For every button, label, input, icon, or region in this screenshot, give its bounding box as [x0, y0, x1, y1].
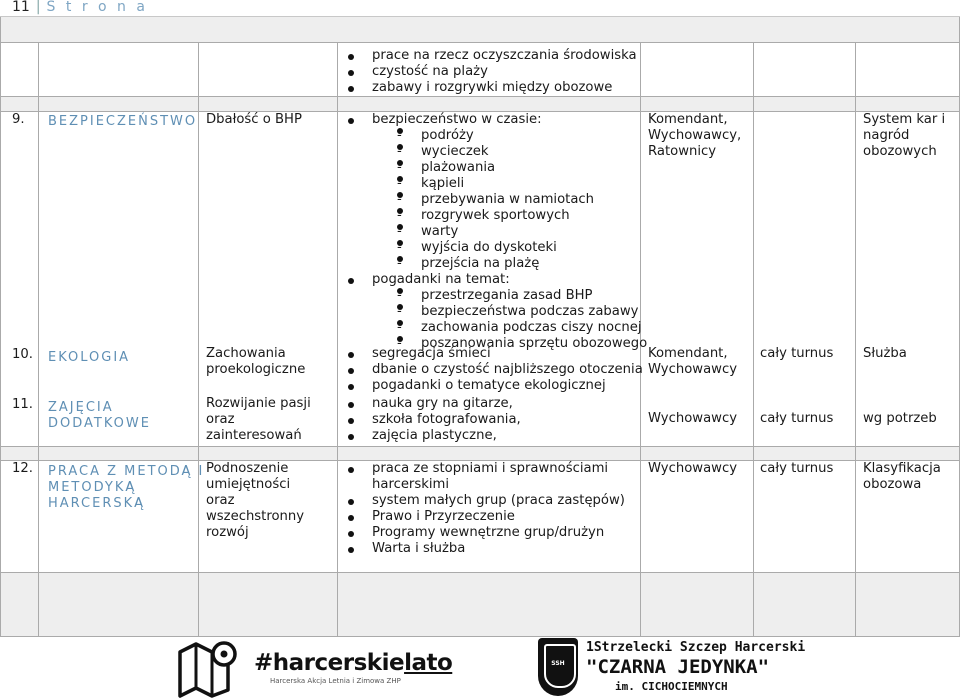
row-responsible: [648, 112, 741, 160]
sub-item: - warty: [397, 224, 647, 240]
row-time: cały turnus: [760, 346, 834, 361]
grid-line: [0, 446, 960, 447]
row-number: 12.: [12, 461, 33, 476]
row-title: BEZPIECZEŃSTWO: [48, 114, 198, 129]
hashtag-text-accent: lato: [404, 650, 453, 676]
grid-line: [855, 42, 856, 636]
list-item: segregacja śmieci: [347, 346, 643, 362]
row-title: EKOLOGIA: [48, 350, 131, 365]
row-evaluation: [863, 112, 945, 160]
row-responsible: Wychowawcy: [648, 461, 737, 476]
list-item: Prawo i Przyrzeczenie: [347, 509, 625, 525]
row-evaluation: Służba: [863, 346, 907, 361]
responsible-line: Wychowawcy,: [648, 128, 742, 143]
row-methods: [347, 346, 643, 394]
grid-line: [0, 17, 1, 636]
grid-line: [0, 572, 960, 573]
row-goal: Dbałość o BHP: [206, 112, 302, 127]
table-spacer-top: [0, 17, 960, 42]
row-methods: [347, 461, 625, 557]
sub-item: - przejścia na plażę: [397, 256, 647, 272]
list-item: dbanie o czystość najbliższego otoczenia: [347, 362, 643, 378]
responsible-line: Komendant,: [648, 346, 728, 361]
goal-line: oraz: [206, 412, 235, 427]
sub-item: - plażowania: [397, 160, 647, 176]
org-name: 1Strzelecki Szczep Harcerski: [586, 640, 806, 655]
row-responsible: Wychowawcy: [648, 411, 737, 426]
org-title: "CZARNA JEDYNKA": [586, 656, 770, 678]
list-item: system małych grup (praca zastępów): [347, 493, 625, 509]
list-item: prace na rzecz oczyszczania środowiska: [347, 48, 637, 64]
list-item: pogadanki o tematyce ekologicznej: [347, 378, 643, 394]
sub-item: - zachowania podczas ciszy nocnej: [397, 320, 647, 336]
grid-line: [0, 42, 960, 43]
grid-line: [198, 42, 199, 636]
sub-item: - rozgrywek sportowych: [397, 208, 647, 224]
list-item: [347, 112, 647, 272]
org-patron: im. CICHOCIEMNYCH: [615, 680, 728, 693]
responsible-line: Wychowawcy: [648, 362, 737, 377]
grid-line: [38, 42, 39, 636]
title-line: PRACA Z METODĄ I: [48, 464, 205, 479]
method-label: bezpieczeństwo w czasie:: [372, 112, 542, 127]
responsible-line: Ratownicy: [648, 144, 717, 159]
responsible-line: Komendant,: [648, 112, 728, 127]
sub-item: - wycieczek: [397, 144, 647, 160]
list-item: Warta i służba: [347, 541, 625, 557]
row-number: 10.: [12, 347, 33, 362]
row-time: cały turnus: [760, 411, 834, 426]
goal-line: Zachowania: [206, 346, 286, 361]
evaluation-line: obozowych: [863, 144, 937, 159]
goal-line: zainteresowań: [206, 428, 302, 443]
goal-line: Rozwijanie pasji: [206, 396, 311, 411]
evaluation-line: obozowa: [863, 477, 922, 492]
title-line: METODYKĄ: [48, 480, 137, 495]
list-item: [347, 461, 625, 493]
goal-line: wszechstronny: [206, 509, 305, 524]
list-item: czystość na plaży: [347, 64, 637, 80]
goal-line: rozwój: [206, 525, 249, 540]
map-icon: [176, 638, 240, 698]
row-responsible: [648, 346, 737, 378]
troop-badge: [538, 638, 578, 696]
list-item: Programy wewnętrzne grup/drużyn: [347, 525, 625, 541]
title-line: ZAJĘCIA: [48, 400, 114, 415]
row-methods: [347, 112, 647, 352]
hashtag-logo: [254, 650, 452, 676]
goal-line: Podnoszenie: [206, 461, 289, 476]
row-goal: [206, 346, 305, 378]
method-label: pogadanki na temat:: [372, 272, 510, 287]
sub-item: - wyjścia do dyskoteki: [397, 240, 647, 256]
row-evaluation: wg potrzeb: [863, 411, 937, 426]
page-word: S t r o n a: [46, 0, 148, 15]
sub-item: - przebywania w namiotach: [397, 192, 647, 208]
list-item: [347, 272, 647, 352]
evaluation-line: nagród: [863, 128, 910, 143]
sub-list: [397, 288, 647, 352]
footer-logos: [0, 636, 960, 700]
row-title: [48, 400, 151, 432]
method-line: praca ze stopniami i sprawnościami: [372, 461, 609, 476]
grid-line: [753, 42, 754, 636]
page-header: [12, 0, 148, 14]
sub-item: - podróży: [397, 128, 647, 144]
continuation-list: [347, 48, 637, 96]
goal-line: umiejętności: [206, 477, 291, 492]
title-line: HARCERSKĄ: [48, 496, 146, 511]
table-spacer-bottom: [0, 572, 960, 636]
sub-item: - kąpieli: [397, 176, 647, 192]
badge-text: SSH: [551, 660, 565, 667]
table-spacer: [0, 96, 960, 111]
goal-line: proekologiczne: [206, 362, 306, 377]
grid-line: [337, 42, 338, 636]
hashtag-text: #harcerskie: [254, 650, 405, 676]
hashtag-subtitle: Harcerska Akcja Letnia i Zimowa ZHP: [270, 677, 401, 685]
list-item: szkoła fotografowania,: [347, 412, 521, 428]
header-separator: |: [35, 0, 41, 15]
row-title: [48, 464, 204, 512]
row-time: cały turnus: [760, 461, 834, 476]
list-item: nauka gry na gitarze,: [347, 396, 521, 412]
list-item: zabawy i rozgrywki między obozowe: [347, 80, 637, 96]
list-item: zajęcia plastyczne,: [347, 428, 521, 444]
row-evaluation: [863, 461, 941, 493]
row-goal: [206, 461, 304, 541]
title-line: DODATKOWE: [48, 416, 151, 431]
row-goal: [206, 396, 311, 444]
sub-item: - przestrzegania zasad BHP: [397, 288, 647, 304]
row-number: 11.: [12, 397, 33, 412]
method-line: harcerskimi: [372, 477, 450, 492]
sub-list: [397, 128, 647, 272]
sub-item: - bezpieczeństwa podczas zabawy: [397, 304, 647, 320]
page-number: 11: [12, 0, 30, 15]
row-methods: [347, 396, 521, 444]
evaluation-line: System kar i: [863, 112, 946, 127]
evaluation-line: Klasyfikacja: [863, 461, 941, 476]
table-spacer: [0, 446, 960, 460]
sub-item: - poszanowania sprzętu obozowego: [397, 336, 647, 352]
goal-line: oraz: [206, 493, 235, 508]
grid-line: [0, 96, 960, 97]
row-number: 9.: [12, 112, 25, 127]
